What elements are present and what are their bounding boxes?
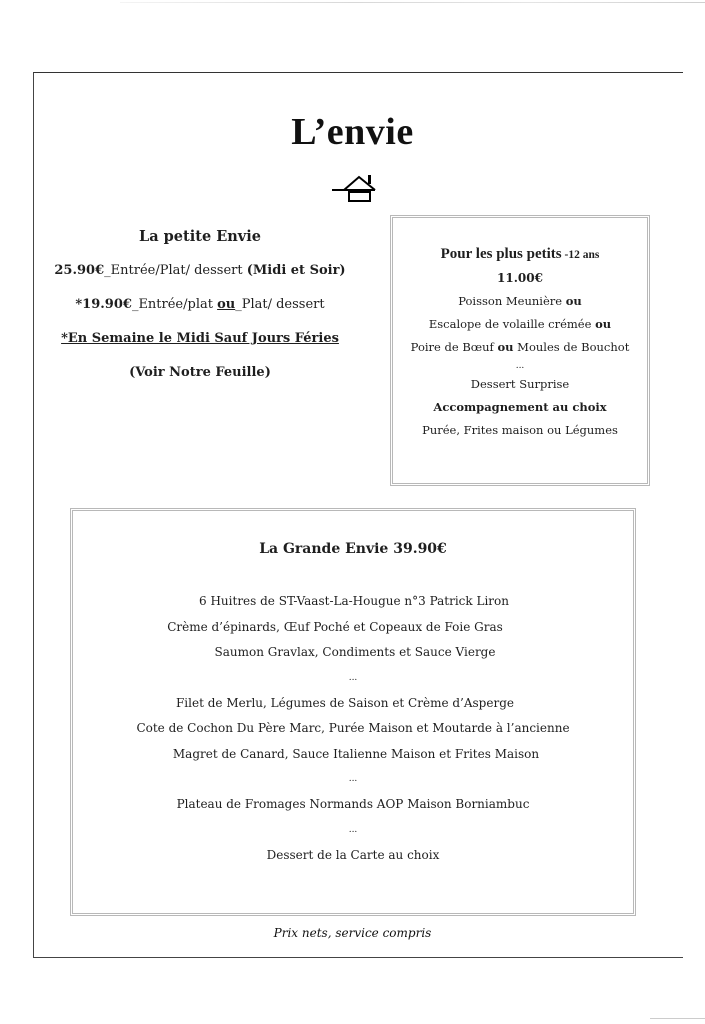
house-icon xyxy=(330,172,380,204)
petite-envie-formula-2 xyxy=(40,293,360,327)
kids-dessert: Dessert Surprise xyxy=(470,377,570,391)
dessert-item: Dessert de la Carte au choix xyxy=(266,847,440,862)
petite-envie-heading: La petite Envie xyxy=(139,228,261,245)
kids-item-3-text-a: Poire de Bœuf xyxy=(410,340,498,354)
kids-item-1 xyxy=(393,290,647,313)
cheese-item: Plateau de Fromages Normands AOP Maison Borniambuc xyxy=(176,797,530,811)
kids-item-3-text-b: Moules de Bouchot xyxy=(513,340,630,354)
kids-item-3 xyxy=(393,336,647,359)
kids-item-3-or: ou xyxy=(497,340,514,354)
kids-item-1-or: ou xyxy=(565,294,582,308)
starter-item-1: 6 Huitres de ST-Vaast-La-Hougue n°3 Patrick Liron xyxy=(199,594,509,608)
kids-item-2 xyxy=(393,313,647,336)
formula-2-text-b: _Plat/ dessert xyxy=(235,297,325,312)
kids-item-1-text: Poisson Meunière xyxy=(458,294,566,308)
kids-item-2-or: ou xyxy=(595,317,612,331)
kids-menu-price: 11.00€ xyxy=(497,271,543,285)
formula-1-note: (Midi et Soir) xyxy=(246,263,346,278)
kids-side-heading: Accompagnement au choix xyxy=(433,400,607,414)
restaurant-title: L’envie xyxy=(291,111,414,153)
course-separator-1: ... xyxy=(348,672,358,683)
grande-envie-box xyxy=(70,508,636,916)
kids-menu-title xyxy=(393,242,647,267)
formula-1-price: 25.90€ xyxy=(54,263,105,278)
grande-envie-title: La Grande Envie 39.90€ xyxy=(259,541,447,557)
scan-edge-line xyxy=(120,2,705,3)
price-note: Prix nets, service compris xyxy=(273,926,432,940)
formula-2-or: ou xyxy=(217,297,236,312)
course-separator-2: ... xyxy=(348,774,358,784)
kids-separator: ... xyxy=(515,361,525,371)
formula-1-text: _Entrée/Plat/ dessert xyxy=(104,263,247,278)
main-item-2: Cote de Cochon Du Père Marc, Purée Maison et Moutarde à l’ancienne xyxy=(136,721,570,735)
kids-menu-box xyxy=(390,215,650,486)
starter-item-3: Saumon Gravlax, Condiments et Sauce Vierge xyxy=(214,645,496,659)
formula-2-text-a: _Entrée/plat xyxy=(131,297,218,312)
scan-edge-mark xyxy=(650,1018,705,1019)
starter-item-2: Crème d’épinards, Œuf Poché et Copeaux de Foie Gras xyxy=(167,619,503,634)
formula-2-price: *19.90€ xyxy=(75,297,132,312)
main-item-1: Filet de Merlu, Légumes de Saison et Crème d’Asperge xyxy=(175,695,514,710)
main-item-3: Magret de Canard, Sauce Italienne Maison et Frites Maison xyxy=(172,746,540,761)
course-separator-3: ... xyxy=(348,824,358,835)
kids-age-limit: -12 ans xyxy=(561,249,600,261)
kids-item-2-text: Escalope de volaille crémée xyxy=(428,317,596,331)
petite-envie-section xyxy=(40,225,360,395)
weekday-condition: *En Semaine le Midi Sauf Jours Féries xyxy=(61,331,339,346)
see-sheet-note: (Voir Notre Feuille) xyxy=(129,365,271,380)
kids-title-text: Pour les plus petits xyxy=(440,246,562,262)
kids-sides: Purée, Frites maison ou Légumes xyxy=(422,423,618,437)
petite-envie-formula-1 xyxy=(40,259,360,293)
